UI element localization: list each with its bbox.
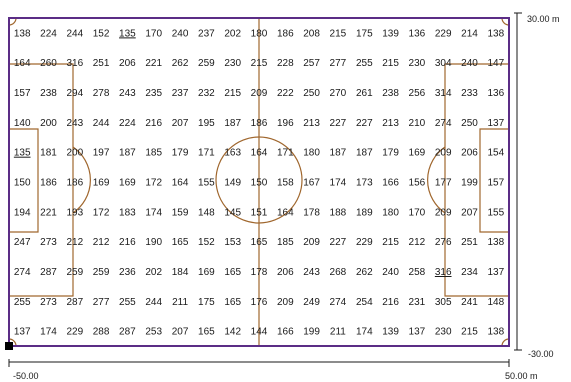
grid-cell: 187 [224, 117, 242, 129]
grid-cell: 243 [66, 117, 84, 129]
x-min-label: -50.00 [13, 371, 39, 381]
grid-cell: 240 [171, 28, 189, 40]
grid-cell: 147 [487, 58, 505, 70]
grid-cell: 165 [224, 296, 242, 308]
grid-cell: 222 [276, 88, 294, 99]
x-scale-bar [9, 359, 509, 367]
grid-cell: 224 [119, 117, 136, 129]
grid-cell: 187 [329, 147, 347, 159]
grid-cell: 277 [92, 296, 110, 308]
grid-cell: 209 [250, 88, 268, 99]
grid-cell: 175 [198, 296, 215, 308]
grid-cell: 259 [66, 267, 84, 278]
grid-cell: 259 [92, 267, 110, 278]
grid-cell: 274 [434, 117, 452, 129]
grid-cell: 213 [303, 117, 320, 129]
grid-cell: 221 [40, 207, 57, 219]
grid-cell: 157 [13, 88, 31, 99]
grid-cell: 195 [198, 117, 215, 129]
grid-cell: 150 [250, 177, 268, 189]
grid-cell: 186 [250, 117, 268, 129]
grid-cell: 240 [382, 267, 399, 278]
grid-cell: 238 [382, 88, 399, 99]
grid-cell: 199 [303, 326, 320, 338]
grid-cell: 214 [461, 28, 478, 40]
grid-cell: 200 [66, 147, 84, 159]
y-max-label: 30.00 m [527, 14, 560, 24]
grid-cell: 181 [40, 147, 57, 159]
grid-cell: 185 [145, 147, 163, 159]
grid-cell: 215 [382, 237, 399, 249]
grid-cell: 190 [145, 237, 163, 249]
grid-cell: 268 [329, 267, 347, 278]
x-max-label: 50.00 m [505, 371, 538, 381]
grid-cell: 174 [40, 326, 57, 338]
grid-cell: 206 [276, 267, 294, 278]
grid-cell: 210 [408, 117, 426, 129]
grid-cell: 196 [276, 117, 294, 129]
grid-cell: 216 [382, 296, 399, 308]
grid-cell: 158 [276, 177, 294, 189]
grid-cell: 138 [487, 237, 505, 249]
grid-cell: 211 [329, 326, 346, 338]
grid-cell: 209 [434, 147, 452, 159]
grid-cell: 164 [13, 58, 31, 70]
grid-cell: 152 [198, 237, 215, 249]
grid-cell: 207 [171, 326, 189, 338]
grid-cell: 206 [119, 58, 136, 70]
grid-cell: 178 [303, 207, 320, 219]
grid-cell: 262 [171, 58, 189, 70]
grid-cell: 228 [276, 58, 294, 70]
grid-cell: 180 [382, 207, 399, 219]
grid-cell: 186 [276, 28, 294, 40]
grid-cell: 212 [66, 237, 84, 249]
grid-cell: 187 [119, 147, 136, 159]
grid-cell: 137 [487, 117, 505, 129]
grid-cell: 207 [461, 207, 478, 219]
grid-cell: 232 [198, 88, 215, 99]
grid-cell: 169 [92, 177, 110, 189]
grid-cell: 270 [329, 88, 347, 99]
grid-cell: 172 [92, 207, 110, 219]
grid-cell: 251 [461, 237, 478, 249]
grid-cell: 135 [13, 147, 31, 159]
grid-cell: 151 [250, 207, 268, 219]
grid-cell: 255 [13, 296, 31, 308]
grid-cell: 174 [145, 207, 163, 219]
grid-cell: 172 [145, 177, 163, 189]
grid-cell: 159 [171, 207, 189, 219]
grid-cell: 174 [329, 177, 347, 189]
grid-cell: 215 [329, 28, 347, 40]
corner-arc-top-left [9, 18, 16, 25]
grid-cell: 294 [66, 88, 84, 99]
grid-cell: 169 [198, 267, 215, 278]
grid-cell: 187 [355, 147, 373, 159]
grid-cell: 316 [66, 58, 84, 70]
grid-cell: 251 [92, 58, 110, 70]
grid-cell: 153 [224, 237, 242, 249]
grid-cell: 233 [461, 88, 478, 99]
grid-cell: 178 [250, 267, 268, 278]
grid-cell: 148 [487, 296, 505, 308]
grid-cell: 166 [382, 177, 399, 189]
grid-cell: 243 [303, 267, 320, 278]
grid-cell: 227 [329, 237, 347, 249]
grid-cell: 155 [487, 207, 505, 219]
grid-cell: 197 [92, 147, 110, 159]
grid-cell: 157 [487, 177, 505, 189]
grid-cell: 135 [119, 28, 136, 40]
grid-cell: 202 [145, 267, 163, 278]
grid-cell: 193 [66, 207, 84, 219]
grid-cell: 148 [198, 207, 215, 219]
grid-cell: 136 [408, 28, 426, 40]
grid-cell: 170 [145, 28, 163, 40]
grid-cell: 164 [250, 147, 268, 159]
grid-cell: 213 [382, 117, 399, 129]
grid-cell: 175 [355, 28, 373, 40]
grid-cell: 304 [434, 58, 452, 70]
grid-cell: 139 [382, 326, 399, 338]
grid-cell: 215 [461, 326, 478, 338]
grid-cell: 244 [66, 28, 84, 40]
grid-cell: 163 [224, 147, 242, 159]
grid-cell: 241 [461, 296, 478, 308]
grid-cell: 288 [92, 326, 110, 338]
grid-cell: 186 [40, 177, 57, 189]
grid-cell: 255 [119, 296, 136, 308]
grid-cell: 287 [66, 296, 84, 308]
grid-cell: 234 [461, 267, 478, 278]
grid-cell: 244 [145, 296, 163, 308]
grid-cell: 227 [329, 117, 347, 129]
grid-cell: 173 [355, 177, 373, 189]
grid-cell: 258 [408, 267, 426, 278]
grid-cell: 165 [171, 237, 189, 249]
grid-cell: 137 [408, 326, 426, 338]
grid-cell: 140 [13, 117, 31, 129]
grid-cell: 261 [355, 88, 373, 99]
grid-cell: 216 [145, 117, 163, 129]
grid-cell: 256 [408, 88, 426, 99]
grid-cell: 255 [355, 58, 373, 70]
grid-cell: 240 [461, 58, 478, 70]
grid-cell: 188 [329, 207, 347, 219]
grid-cell: 236 [119, 267, 136, 278]
grid-cell: 278 [92, 88, 110, 99]
grid-cell: 149 [224, 177, 242, 189]
grid-cell: 259 [198, 58, 215, 70]
grid-cell: 229 [355, 237, 373, 249]
grid-cell: 189 [355, 207, 373, 219]
grid-cell: 254 [355, 296, 373, 308]
grid-cell: 206 [461, 147, 478, 159]
grid-cell: 169 [408, 147, 426, 159]
grid-cell: 215 [224, 88, 242, 99]
grid-cell: 180 [303, 147, 320, 159]
grid-cell: 183 [119, 207, 136, 219]
corner-arc-top-right [502, 18, 509, 25]
grid-cell: 229 [434, 28, 452, 40]
grid-cell: 305 [434, 296, 452, 308]
grid-cell: 164 [276, 207, 294, 219]
grid-cell: 273 [40, 296, 57, 308]
grid-cell: 237 [171, 88, 189, 99]
grid-cell: 169 [119, 177, 136, 189]
grid-cell: 212 [92, 237, 110, 249]
grid-cell: 139 [382, 28, 399, 40]
grid-cell: 247 [13, 237, 31, 249]
grid-cell: 250 [461, 117, 478, 129]
grid-cell: 152 [92, 28, 110, 40]
grid-cell: 237 [198, 28, 215, 40]
grid-cell: 235 [145, 88, 163, 99]
grid-cell: 137 [13, 326, 31, 338]
grid-cell: 184 [171, 267, 189, 278]
grid-cell: 274 [13, 267, 31, 278]
grid-cell: 209 [434, 207, 452, 219]
grid-cell: 230 [408, 58, 426, 70]
grid-cell: 202 [224, 28, 242, 40]
grid-cell: 273 [40, 237, 57, 249]
grid-cell: 156 [408, 177, 426, 189]
grid-cell: 155 [198, 177, 215, 189]
grid-cell: 137 [487, 267, 505, 278]
grid-cell: 180 [250, 28, 268, 40]
origin-marker [5, 342, 13, 350]
grid-cell: 231 [408, 296, 426, 308]
grid-cell: 257 [303, 58, 320, 70]
grid-cell: 186 [66, 177, 84, 189]
grid-cell: 216 [119, 237, 136, 249]
grid-cell: 212 [408, 237, 426, 249]
grid-cell: 244 [92, 117, 110, 129]
grid-cell: 243 [119, 88, 136, 99]
grid-cell: 177 [434, 177, 452, 189]
grid-cell: 287 [119, 326, 136, 338]
grid-cell: 314 [434, 88, 452, 99]
grid-cell: 227 [355, 117, 373, 129]
grid-cell: 316 [434, 267, 452, 278]
grid-cell: 136 [487, 88, 505, 99]
grid-cell: 221 [145, 58, 163, 70]
grid-cell: 171 [276, 147, 294, 159]
grid-cell: 209 [303, 237, 320, 249]
grid-cell: 145 [224, 207, 242, 219]
grid-cell: 164 [171, 177, 189, 189]
grid-cell: 229 [66, 326, 84, 338]
grid-cell: 238 [40, 88, 57, 99]
grid-cell: 209 [276, 296, 294, 308]
grid-cell: 230 [434, 326, 452, 338]
grid-cell: 179 [171, 147, 189, 159]
grid-cell: 224 [40, 28, 57, 40]
grid-cell: 179 [382, 147, 399, 159]
grid-cell: 250 [303, 88, 320, 99]
grid-cell: 150 [13, 177, 31, 189]
grid-cell: 260 [40, 58, 57, 70]
grid-cell: 199 [461, 177, 478, 189]
grid-cell: 215 [382, 58, 399, 70]
grid-cell: 253 [145, 326, 163, 338]
y-min-label: -30.00 [528, 349, 554, 359]
grid-cell: 142 [224, 326, 242, 338]
grid-cell: 167 [303, 177, 320, 189]
grid-cell: 215 [250, 58, 268, 70]
grid-cell: 170 [408, 207, 426, 219]
grid-cell: 138 [487, 326, 505, 338]
grid-cell: 166 [276, 326, 294, 338]
grid-cell: 277 [329, 58, 347, 70]
grid-cell: 165 [224, 267, 242, 278]
y-scale-bar [514, 13, 522, 350]
grid-cell: 208 [303, 28, 320, 40]
grid-cell: 138 [13, 28, 31, 40]
grid-cell: 287 [40, 267, 57, 278]
grid-cell: 211 [172, 296, 189, 308]
grid-cell: 262 [355, 267, 373, 278]
grid-cell: 171 [198, 147, 215, 159]
grid-cell: 249 [303, 296, 320, 308]
grid-cell: 230 [224, 58, 242, 70]
grid-cell: 185 [276, 237, 294, 249]
grid-cell: 154 [487, 147, 505, 159]
grid-cell: 274 [329, 296, 347, 308]
grid-cell: 276 [434, 237, 452, 249]
grid-cell: 144 [250, 326, 268, 338]
grid-cell: 200 [40, 117, 57, 129]
grid-cell: 176 [250, 296, 268, 308]
grid-cell: 207 [171, 117, 189, 129]
grid-cell: 165 [250, 237, 268, 249]
grid-cell: 138 [487, 28, 505, 40]
grid-cell: 165 [198, 326, 215, 338]
corner-arc-bottom-right [502, 339, 509, 346]
grid-cell: 194 [13, 207, 31, 219]
grid-cell: 174 [355, 326, 373, 338]
